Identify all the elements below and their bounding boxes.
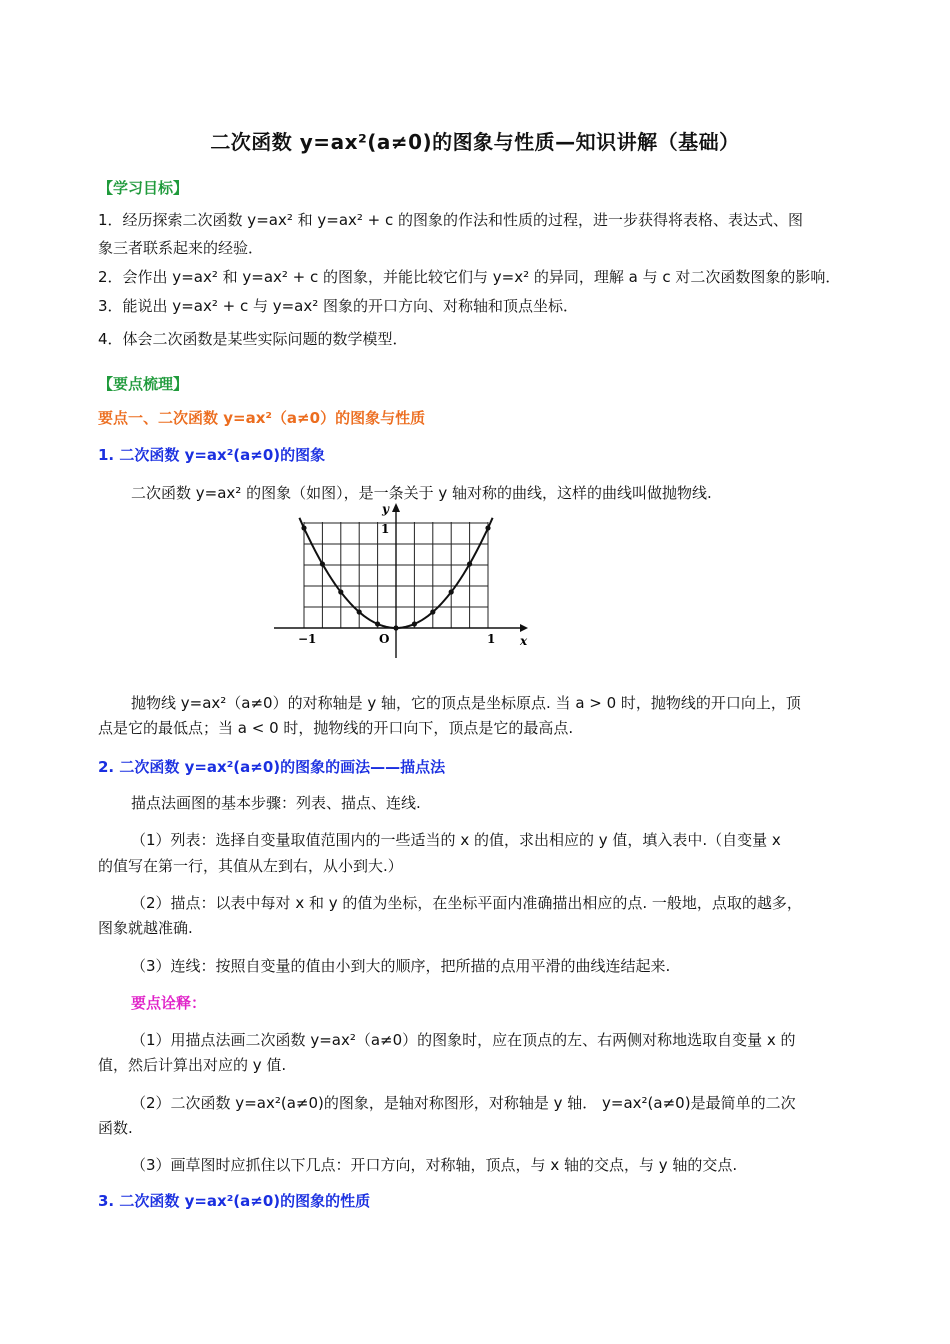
plotted-point [375,621,380,626]
note-1-line-1: （1）用描点法画二次函数 y=ax²（a≠0）的图象时，应在顶点的左、右两侧对称地选取自变量 x 的 [131,1031,796,1049]
note-3: （3）画草图时应抓住以下几点：开口方向，对称轴，顶点，与 x 轴的交点，与 y 轴的交点. [131,1156,738,1174]
step-2-line-2: 图象就越准确. [98,919,193,937]
section-learning-goals: 【学习目标】 [98,179,189,197]
goal-1-line-1: 1．经历探索二次函数 y=ax² 和 y=ax² + c 的图象的作法和性质的过程，进一步获得将表格、表达式、图 [98,211,804,229]
plotted-point [357,609,362,614]
goal-2: 2．会作出 y=ax² 和 y=ax² + c 的图象，并能比较它们与 y=x² 的异同，理解 a 与 c 对二次函数图象的影响． [98,268,841,286]
plotted-point [449,589,454,594]
step-3: （3）连线：按照自变量的值由小到大的顺序，把所描的点用平滑的曲线连结起来. [131,957,671,975]
plotted-point [320,561,325,566]
plotted-point [467,561,472,566]
x-axis-label: x [520,634,528,648]
note-1-line-2: 值，然后计算出对应的 y 值. [98,1056,287,1074]
tick-label-y1: 1 [381,522,390,536]
goal-4: 4．体会二次函数是某些实际问题的数学模型． [98,330,408,348]
note-2-line-1: （2）二次函数 y=ax²(a≠0)的图象，是轴对称图形，对称轴是 y 轴． y=ax²(a≠0)是最简单的二次 [131,1094,796,1112]
graph-intro-text: 二次函数 y=ax² 的图象（如图），是一条关于 y 轴对称的曲线，这样的曲线叫做抛物线. [131,484,712,502]
parabola-graph [270,500,532,662]
parabola-property-line-1: 抛物线 y=ax²（a≠0）的对称轴是 y 轴，它的顶点是坐标原点. 当 a > 0 时，抛物线的开口向上，顶 [131,694,801,712]
tick-label-1: 1 [487,632,496,646]
tick-label-neg1: −1 [298,632,317,646]
plotted-point [412,621,417,626]
plotted-point [393,625,398,630]
plotted-point [301,525,306,530]
step-2-line-1: （2）描点：以表中每对 x 和 y 的值为坐标，在坐标平面内准确描出相应的点. 一般地，点取的越多， [131,894,802,912]
y-axis-arrow [392,503,400,512]
step-1-line-1: （1）列表：选择自变量取值范围内的一些适当的 x 的值，求出相应的 y 值，填入表中.（自变量 x [131,831,781,849]
subheading-3: 3. 二次函数 y=ax²(a≠0)的图象的性质 [98,1192,371,1210]
tick-label-origin: O [379,632,390,646]
plotted-point [485,525,490,530]
subheading-1: 1. 二次函数 y=ax²(a≠0)的图象 [98,446,326,464]
goal-1-line-2: 象三者联系起来的经验． [98,239,264,257]
steps-intro: 描点法画图的基本步骤：列表、描点、连线. [131,794,421,812]
subheading-2: 2. 二次函数 y=ax²(a≠0)的图象的画法——描点法 [98,758,446,776]
plotted-point [430,609,435,614]
goal-3: 3．能说出 y=ax² + c 与 y=ax² 图象的开口方向、对称轴和顶点坐标． [98,297,579,315]
section-key-points: 【要点梳理】 [98,375,189,393]
note-heading: 要点诠释： [131,994,207,1012]
y-axis-label: y [382,502,389,516]
key-point-1-heading: 要点一、二次函数 y=ax²（a≠0）的图象与性质 [98,409,426,427]
step-1-line-2: 的值写在第一行，其值从左到右，从小到大.） [98,857,403,875]
parabola-property-line-2: 点是它的最低点；当 a < 0 时，抛物线的开口向下，顶点是它的最高点. [98,719,574,737]
note-2-line-2: 函数. [98,1119,133,1137]
x-axis-arrow [520,624,528,632]
page-title: 二次函数 y=ax²(a≠0)的图象与性质—知识讲解（基础） [210,130,740,154]
plotted-point [338,589,343,594]
